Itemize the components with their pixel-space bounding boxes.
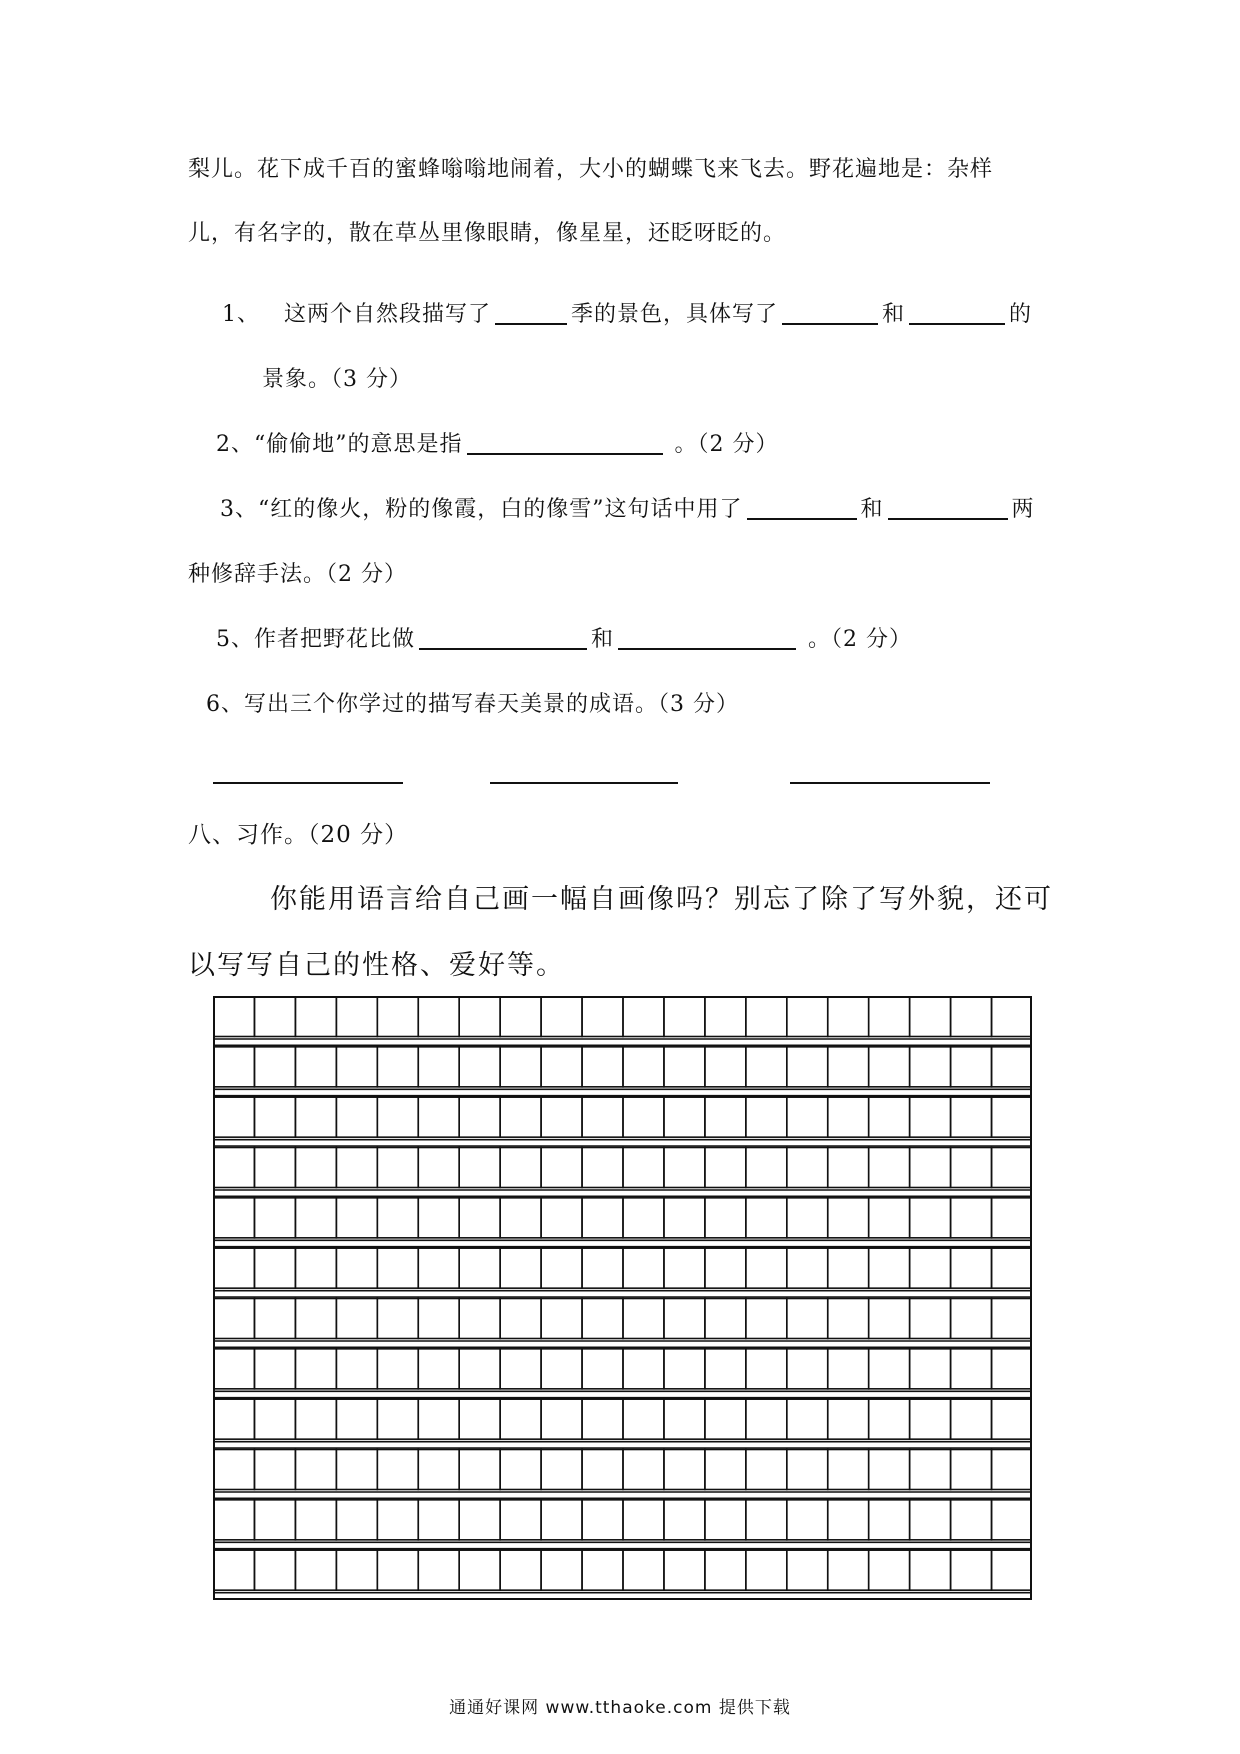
writing-grid-row: [213, 1248, 1032, 1297]
writing-grid-row: [213, 1148, 1032, 1197]
writing-grid-cell[interactable]: [214, 1399, 255, 1439]
writing-grid-cell[interactable]: [787, 1349, 828, 1389]
answer-blank[interactable]: [888, 496, 1008, 520]
writing-grid-cell[interactable]: [214, 1148, 255, 1188]
writing-grid-cell[interactable]: [705, 1550, 746, 1590]
writing-grid-cell[interactable]: [254, 1198, 295, 1238]
writing-grid-cell[interactable]: [951, 1299, 992, 1339]
writing-grid-cell[interactable]: [746, 1148, 787, 1188]
writing-grid-cell[interactable]: [214, 1450, 255, 1490]
question-3-text-b: 和: [860, 497, 884, 522]
writing-grid-cell[interactable]: [869, 1198, 910, 1238]
writing-grid-cell[interactable]: [951, 1097, 992, 1137]
writing-grid-row: [213, 1198, 1032, 1247]
writing-grid-cell[interactable]: [746, 1399, 787, 1439]
writing-grid-cell[interactable]: [582, 1399, 623, 1439]
writing-grid-cell[interactable]: [214, 1047, 255, 1087]
writing-grid[interactable]: [213, 996, 1032, 1600]
question-1-text-a: 这两个自然段描写了: [283, 302, 491, 327]
writing-grid-cell[interactable]: [664, 1399, 705, 1439]
writing-grid-cell[interactable]: [377, 997, 418, 1037]
writing-grid-cell[interactable]: [459, 1299, 500, 1339]
writing-grid-cell[interactable]: [869, 1097, 910, 1137]
writing-grid-cell[interactable]: [664, 1550, 705, 1590]
writing-grid-cell[interactable]: [951, 1047, 992, 1087]
writing-grid-cell[interactable]: [336, 1248, 377, 1288]
writing-grid-cell[interactable]: [746, 1299, 787, 1339]
writing-grid-cell[interactable]: [951, 1399, 992, 1439]
idiom-answer-line-2[interactable]: [490, 782, 678, 784]
writing-grid-cell[interactable]: [418, 1248, 459, 1288]
writing-grid-cell[interactable]: [664, 1500, 705, 1540]
writing-grid-cell[interactable]: [500, 1248, 541, 1288]
writing-grid-cell[interactable]: [500, 1198, 541, 1238]
writing-grid-cell[interactable]: [992, 997, 1032, 1037]
writing-grid-cell[interactable]: [746, 1450, 787, 1490]
writing-grid-cell[interactable]: [377, 1047, 418, 1087]
writing-grid-cell[interactable]: [214, 1550, 255, 1590]
writing-grid-cell[interactable]: [705, 1248, 746, 1288]
writing-grid-cell[interactable]: [500, 1148, 541, 1188]
writing-grid-cell[interactable]: [377, 1148, 418, 1188]
writing-grid-cell[interactable]: [418, 1399, 459, 1439]
writing-grid-cell[interactable]: [869, 1399, 910, 1439]
writing-grid-cell[interactable]: [992, 1198, 1032, 1238]
writing-grid-cell[interactable]: [787, 1299, 828, 1339]
idiom-answer-line-3[interactable]: [790, 782, 990, 784]
writing-grid-cell[interactable]: [746, 1248, 787, 1288]
writing-grid-cell[interactable]: [951, 1349, 992, 1389]
writing-grid-cell[interactable]: [541, 1148, 582, 1188]
writing-grid-cell[interactable]: [377, 1248, 418, 1288]
writing-grid-cell[interactable]: [459, 1097, 500, 1137]
writing-grid-cell[interactable]: [828, 1349, 869, 1389]
writing-grid-cell[interactable]: [459, 1047, 500, 1087]
writing-grid-cell[interactable]: [705, 1500, 746, 1540]
writing-grid-cell[interactable]: [418, 1450, 459, 1490]
writing-grid-cell[interactable]: [336, 1349, 377, 1389]
writing-grid-cell[interactable]: [746, 1500, 787, 1540]
writing-grid-cell[interactable]: [541, 1349, 582, 1389]
writing-grid-cell[interactable]: [336, 1299, 377, 1339]
writing-grid-cell[interactable]: [541, 997, 582, 1037]
writing-grid-cell[interactable]: [705, 1097, 746, 1137]
writing-grid-cell[interactable]: [869, 1047, 910, 1087]
writing-grid-cell[interactable]: [992, 1047, 1032, 1087]
answer-blank[interactable]: [909, 301, 1005, 325]
writing-grid-cell[interactable]: [582, 1299, 623, 1339]
writing-grid-cell[interactable]: [787, 1047, 828, 1087]
writing-grid-cell[interactable]: [623, 1450, 664, 1490]
writing-grid-cell[interactable]: [418, 1097, 459, 1137]
writing-grid-cell[interactable]: [992, 1248, 1032, 1288]
writing-grid-cell[interactable]: [951, 1450, 992, 1490]
writing-grid-row: [213, 1399, 1032, 1448]
writing-grid-cell[interactable]: [992, 1399, 1032, 1439]
writing-grid-cell[interactable]: [623, 1198, 664, 1238]
writing-grid-cell[interactable]: [746, 1198, 787, 1238]
writing-grid-cell[interactable]: [336, 1097, 377, 1137]
writing-grid-cell[interactable]: [951, 1148, 992, 1188]
writing-grid-cell[interactable]: [541, 1399, 582, 1439]
writing-grid-cell[interactable]: [541, 1450, 582, 1490]
writing-grid-cell[interactable]: [992, 1349, 1032, 1389]
writing-grid-cell[interactable]: [787, 997, 828, 1037]
writing-grid-cell[interactable]: [869, 1500, 910, 1540]
writing-grid-cell[interactable]: [459, 1500, 500, 1540]
writing-grid-cell[interactable]: [910, 1399, 951, 1439]
writing-grid-row: [213, 1349, 1032, 1398]
writing-grid-cell[interactable]: [828, 1148, 869, 1188]
writing-grid-cell[interactable]: [214, 1349, 255, 1389]
writing-grid-row: [213, 1450, 1032, 1499]
question-1-text-b: 季的景色，具体写了: [571, 302, 779, 327]
writing-grid-cell[interactable]: [705, 1148, 746, 1188]
writing-grid-cell[interactable]: [910, 1248, 951, 1288]
writing-grid-cell[interactable]: [500, 1399, 541, 1439]
writing-grid-cell[interactable]: [869, 1550, 910, 1590]
question-3: [220, 495, 1035, 525]
question-2-text-b: 。（2 分）: [674, 432, 779, 457]
writing-grid-cell[interactable]: [582, 1047, 623, 1087]
writing-grid-cell[interactable]: [541, 1500, 582, 1540]
writing-grid-cell[interactable]: [254, 1349, 295, 1389]
question-3-continuation: 种修辞手法。（2 分）: [188, 562, 407, 587]
writing-grid-cell[interactable]: [828, 1299, 869, 1339]
writing-grid-cell[interactable]: [992, 1500, 1032, 1540]
question-3-text-c: 两: [1011, 497, 1035, 522]
writing-grid-cell[interactable]: [623, 1550, 664, 1590]
writing-grid-cell[interactable]: [541, 1097, 582, 1137]
answer-blank[interactable]: [467, 431, 663, 455]
writing-grid-cell[interactable]: [992, 1097, 1032, 1137]
writing-grid-cell[interactable]: [254, 1500, 295, 1540]
writing-grid-cell[interactable]: [951, 1248, 992, 1288]
writing-grid-cell[interactable]: [295, 1550, 336, 1590]
writing-grid-cell[interactable]: [705, 1299, 746, 1339]
writing-grid-cell[interactable]: [787, 1450, 828, 1490]
writing-grid-svg: [213, 996, 1032, 1600]
writing-grid-cell[interactable]: [541, 1550, 582, 1590]
writing-grid-cell[interactable]: [992, 1299, 1032, 1339]
writing-grid-cell[interactable]: [336, 1047, 377, 1087]
writing-grid-cell[interactable]: [664, 1097, 705, 1137]
answer-blank[interactable]: [618, 626, 796, 650]
writing-grid-cell[interactable]: [746, 1550, 787, 1590]
question-1-number: 1、: [222, 302, 260, 327]
writing-grid-cell[interactable]: [951, 1550, 992, 1590]
writing-grid-cell[interactable]: [787, 1399, 828, 1439]
question-1: [222, 300, 1032, 330]
idiom-answer-line-1[interactable]: [213, 782, 403, 784]
writing-grid-cell[interactable]: [746, 1047, 787, 1087]
writing-grid-cell[interactable]: [664, 1148, 705, 1188]
writing-grid-cell[interactable]: [951, 997, 992, 1037]
writing-grid-cell[interactable]: [910, 1550, 951, 1590]
writing-grid-cell[interactable]: [336, 997, 377, 1037]
writing-grid-cell[interactable]: [254, 1450, 295, 1490]
question-5: [216, 625, 912, 655]
writing-grid-cell[interactable]: [500, 1097, 541, 1137]
writing-grid-cell[interactable]: [869, 1450, 910, 1490]
writing-grid-cell[interactable]: [418, 1198, 459, 1238]
writing-grid-cell[interactable]: [828, 1097, 869, 1137]
writing-grid-cell[interactable]: [746, 997, 787, 1037]
question-5-text-c: 。（2 分）: [808, 627, 913, 652]
writing-grid-cell[interactable]: [951, 1500, 992, 1540]
writing-grid-cell[interactable]: [746, 1097, 787, 1137]
writing-grid-cell[interactable]: [254, 997, 295, 1037]
writing-grid-cell[interactable]: [295, 1148, 336, 1188]
writing-grid-cell[interactable]: [541, 1047, 582, 1087]
writing-grid-cell[interactable]: [623, 1349, 664, 1389]
writing-grid-cell[interactable]: [459, 1248, 500, 1288]
answer-blank[interactable]: [495, 301, 567, 325]
writing-grid-cell[interactable]: [254, 1399, 295, 1439]
writing-grid-cell[interactable]: [623, 1047, 664, 1087]
writing-grid-cell[interactable]: [992, 1450, 1032, 1490]
writing-grid-cell[interactable]: [869, 1248, 910, 1288]
writing-grid-cell[interactable]: [664, 1248, 705, 1288]
writing-grid-cell[interactable]: [254, 1550, 295, 1590]
writing-grid-cell[interactable]: [418, 997, 459, 1037]
writing-grid-cell[interactable]: [500, 1349, 541, 1389]
writing-grid-cell[interactable]: [500, 997, 541, 1037]
writing-grid-cell[interactable]: [336, 1550, 377, 1590]
writing-grid-row: [213, 1500, 1032, 1549]
writing-grid-cell[interactable]: [582, 1248, 623, 1288]
writing-grid-cell[interactable]: [910, 1047, 951, 1087]
writing-grid-cell[interactable]: [541, 1198, 582, 1238]
writing-grid-cell[interactable]: [295, 1047, 336, 1087]
question-1-continuation: 景象。（3 分）: [262, 367, 412, 392]
writing-grid-cell[interactable]: [254, 1248, 295, 1288]
writing-grid-cell[interactable]: [869, 997, 910, 1037]
writing-grid-cell[interactable]: [951, 1198, 992, 1238]
writing-grid-cell[interactable]: [582, 1198, 623, 1238]
writing-grid-cell[interactable]: [541, 1299, 582, 1339]
writing-grid-cell[interactable]: [623, 1299, 664, 1339]
writing-grid-cell[interactable]: [336, 1148, 377, 1188]
writing-grid-cell[interactable]: [418, 1148, 459, 1188]
answer-blank[interactable]: [747, 496, 857, 520]
writing-grid-cell[interactable]: [336, 1500, 377, 1540]
writing-grid-cell[interactable]: [582, 997, 623, 1037]
composition-prompt-line-1: 你能用语言给自己画一幅自画像吗？别忘了除了写外貌，还可: [270, 884, 1053, 915]
writing-grid-cell[interactable]: [500, 1299, 541, 1339]
passage-line-1: 梨儿。花下成千百的蜜蜂嗡嗡地闹着，大小的蝴蝶飞来飞去。野花遍地是：杂样: [188, 157, 994, 182]
writing-grid-cell[interactable]: [623, 1148, 664, 1188]
writing-grid-cell[interactable]: [336, 1399, 377, 1439]
writing-grid-cell[interactable]: [377, 1550, 418, 1590]
question-5-text-b: 和: [591, 627, 615, 652]
writing-grid-cell[interactable]: [623, 1097, 664, 1137]
writing-grid-cell[interactable]: [582, 1450, 623, 1490]
writing-grid-cell[interactable]: [869, 1349, 910, 1389]
writing-grid-cell[interactable]: [582, 1500, 623, 1540]
writing-grid-cell[interactable]: [664, 1198, 705, 1238]
question-1-text-c: 和: [882, 302, 906, 327]
writing-grid-cell[interactable]: [377, 1399, 418, 1439]
writing-grid-cell[interactable]: [295, 1097, 336, 1137]
writing-grid-cell[interactable]: [910, 1349, 951, 1389]
writing-grid-cell[interactable]: [787, 1097, 828, 1137]
writing-grid-cell[interactable]: [214, 1248, 255, 1288]
question-2-text-a: 2、“偷偷地”的意思是指: [216, 432, 463, 457]
writing-grid-cell[interactable]: [459, 1349, 500, 1389]
writing-grid-row: [213, 1299, 1032, 1348]
answer-blank[interactable]: [782, 301, 878, 325]
footer-source: 通通好课网 www.tthaoke.com 提供下载: [449, 1698, 791, 1718]
writing-grid-cell[interactable]: [869, 1299, 910, 1339]
writing-grid-cell[interactable]: [254, 1047, 295, 1087]
writing-grid-cell[interactable]: [828, 1500, 869, 1540]
writing-grid-cell[interactable]: [664, 1299, 705, 1339]
writing-grid-cell[interactable]: [500, 1550, 541, 1590]
writing-grid-cell[interactable]: [623, 997, 664, 1037]
writing-grid-cell[interactable]: [910, 1500, 951, 1540]
writing-grid-cell[interactable]: [418, 1500, 459, 1540]
writing-grid-cell[interactable]: [214, 997, 255, 1037]
writing-grid-cell[interactable]: [582, 1550, 623, 1590]
writing-grid-cell[interactable]: [377, 1299, 418, 1339]
writing-grid-cell[interactable]: [295, 1399, 336, 1439]
writing-grid-cell[interactable]: [459, 1148, 500, 1188]
writing-grid-cell[interactable]: [828, 1450, 869, 1490]
writing-grid-cell[interactable]: [705, 1450, 746, 1490]
writing-grid-cell[interactable]: [214, 1500, 255, 1540]
question-2: [216, 430, 779, 460]
question-1-text-d: 的: [1009, 302, 1033, 327]
writing-grid-cell[interactable]: [500, 1500, 541, 1540]
question-6: 6、写出三个你学过的描写春天美景的成语。（3 分）: [206, 692, 739, 717]
writing-grid-cell[interactable]: [541, 1248, 582, 1288]
writing-grid-cell[interactable]: [459, 997, 500, 1037]
writing-grid-cell[interactable]: [910, 997, 951, 1037]
writing-grid-row: [213, 1097, 1032, 1146]
writing-grid-cell[interactable]: [623, 1248, 664, 1288]
writing-grid-cell[interactable]: [787, 1248, 828, 1288]
writing-grid-cell[interactable]: [664, 1047, 705, 1087]
writing-grid-row: [213, 1550, 1032, 1599]
writing-grid-cell[interactable]: [254, 1148, 295, 1188]
writing-grid-cell[interactable]: [828, 1198, 869, 1238]
writing-grid-cell[interactable]: [664, 997, 705, 1037]
writing-grid-cell[interactable]: [746, 1349, 787, 1389]
question-3-text-a: 3、“红的像火，粉的像霞，白的像雪”这句话中用了: [220, 497, 743, 522]
writing-grid-cell[interactable]: [377, 1500, 418, 1540]
writing-grid-cell[interactable]: [623, 1500, 664, 1540]
writing-grid-cell[interactable]: [459, 1399, 500, 1439]
writing-grid-cell[interactable]: [787, 1148, 828, 1188]
writing-grid-cell[interactable]: [377, 1450, 418, 1490]
writing-grid-cell[interactable]: [418, 1047, 459, 1087]
answer-blank[interactable]: [419, 626, 587, 650]
writing-grid-cell[interactable]: [910, 1450, 951, 1490]
writing-grid-cell[interactable]: [500, 1450, 541, 1490]
writing-grid-cell[interactable]: [336, 1450, 377, 1490]
writing-grid-cell[interactable]: [664, 1349, 705, 1389]
writing-grid-cell[interactable]: [705, 1399, 746, 1439]
writing-grid-cell[interactable]: [910, 1148, 951, 1188]
writing-grid-cell[interactable]: [992, 1550, 1032, 1590]
writing-grid-cell[interactable]: [500, 1047, 541, 1087]
writing-grid-cell[interactable]: [295, 1349, 336, 1389]
writing-grid-cell[interactable]: [377, 1349, 418, 1389]
writing-grid-cell[interactable]: [336, 1198, 377, 1238]
writing-grid-cell[interactable]: [705, 997, 746, 1037]
writing-grid-cell[interactable]: [828, 1399, 869, 1439]
writing-grid-cell[interactable]: [664, 1450, 705, 1490]
writing-grid-cell[interactable]: [377, 1097, 418, 1137]
writing-grid-cell[interactable]: [418, 1349, 459, 1389]
writing-grid-cell[interactable]: [254, 1299, 295, 1339]
writing-grid-cell[interactable]: [459, 1450, 500, 1490]
writing-grid-cell[interactable]: [295, 997, 336, 1037]
writing-grid-cell[interactable]: [214, 1198, 255, 1238]
writing-grid-cell[interactable]: [705, 1047, 746, 1087]
writing-grid-cell[interactable]: [787, 1198, 828, 1238]
writing-grid-cell[interactable]: [623, 1399, 664, 1439]
writing-grid-cell[interactable]: [869, 1148, 910, 1188]
writing-grid-cell[interactable]: [459, 1550, 500, 1590]
writing-grid-cell[interactable]: [787, 1500, 828, 1540]
writing-grid-cell[interactable]: [459, 1198, 500, 1238]
writing-grid-cell[interactable]: [787, 1550, 828, 1590]
writing-grid-row: [213, 997, 1032, 1046]
writing-grid-cell[interactable]: [582, 1349, 623, 1389]
writing-grid-cell[interactable]: [295, 1299, 336, 1339]
writing-grid-cell[interactable]: [254, 1097, 295, 1137]
writing-grid-cell[interactable]: [214, 1299, 255, 1339]
writing-grid-cell[interactable]: [295, 1198, 336, 1238]
writing-grid-cell[interactable]: [828, 1047, 869, 1087]
writing-grid-cell[interactable]: [582, 1148, 623, 1188]
writing-grid-cell[interactable]: [214, 1097, 255, 1137]
writing-grid-cell[interactable]: [910, 1299, 951, 1339]
writing-grid-cell[interactable]: [705, 1198, 746, 1238]
writing-grid-cell[interactable]: [582, 1097, 623, 1137]
writing-grid-cell[interactable]: [295, 1500, 336, 1540]
writing-grid-cell[interactable]: [418, 1299, 459, 1339]
writing-grid-cell[interactable]: [910, 1097, 951, 1137]
writing-grid-row: [213, 1047, 1032, 1096]
writing-grid-cell[interactable]: [377, 1198, 418, 1238]
writing-grid-cell[interactable]: [992, 1148, 1032, 1188]
writing-grid-cell[interactable]: [705, 1349, 746, 1389]
writing-grid-cell[interactable]: [910, 1198, 951, 1238]
writing-grid-cell[interactable]: [418, 1550, 459, 1590]
writing-grid-cell[interactable]: [828, 1550, 869, 1590]
writing-grid-cell[interactable]: [828, 997, 869, 1037]
composition-prompt-line-2: 以写写自己的性格、爱好等。: [188, 950, 565, 981]
writing-grid-cell[interactable]: [828, 1248, 869, 1288]
writing-grid-cell[interactable]: [295, 1248, 336, 1288]
writing-grid-cell[interactable]: [295, 1450, 336, 1490]
question-5-text-a: 5、作者把野花比做: [216, 627, 415, 652]
passage-line-2: 儿，有名字的，散在草丛里像眼睛，像星星，还眨呀眨的。: [188, 221, 787, 246]
composition-title: 八、习作。（20 分）: [188, 822, 409, 848]
